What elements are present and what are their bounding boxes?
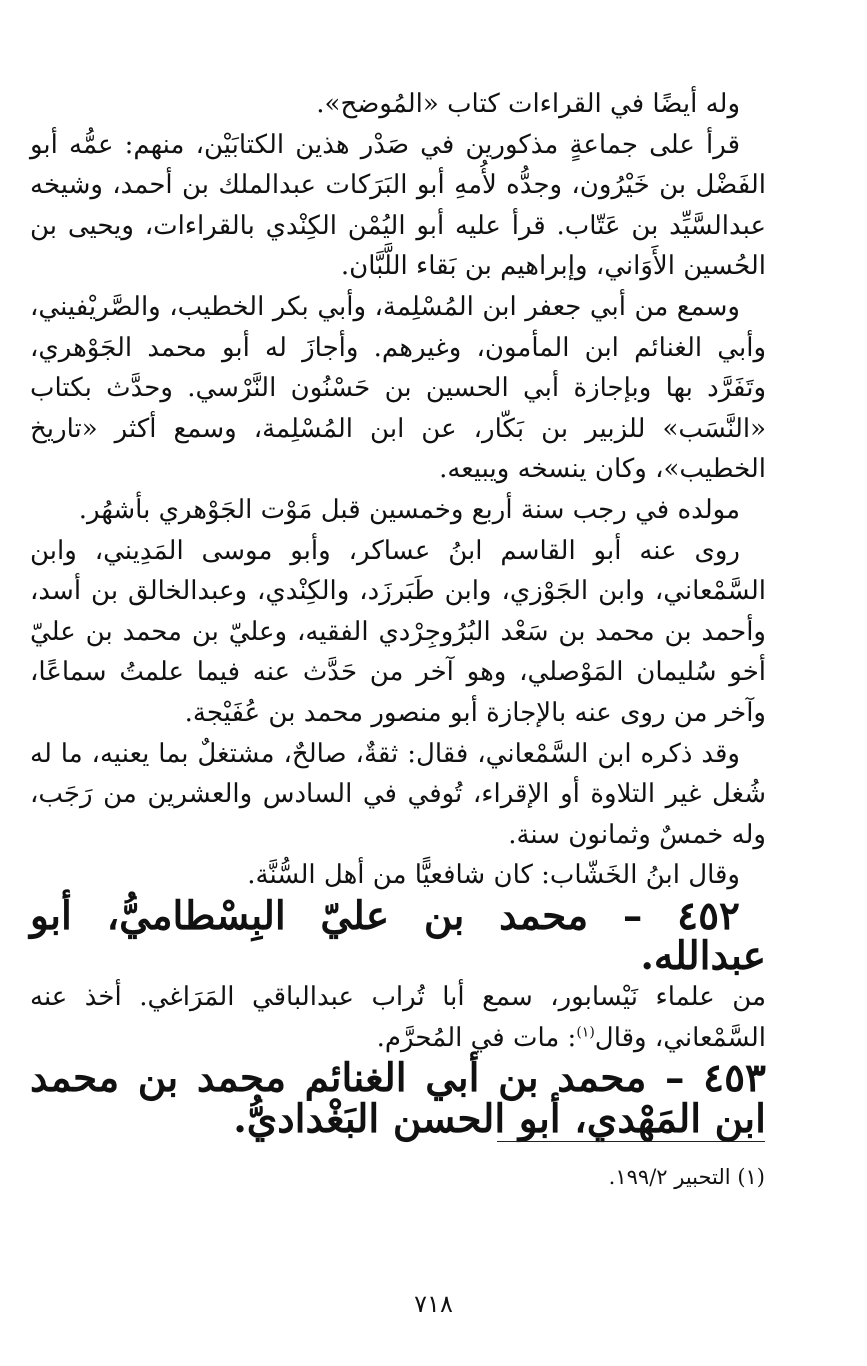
paragraph-hearing: وسمع من أبي جعفر ابن المُسْلِمة، وأبي بكر الخطيب، والصَّريْفيني، وأبي الغنائم ابن المأمون، وغيرهم. وأجازَ له أبو محمد الجَوْهري، وتَفَرَّد بها وبإجازة أبي الحسين بن حَسْنُون النَّرْسي. وحدَّث بكتاب «النَّسَب» للزبير بن بَكّار، عن ابن المُسْلِمة، وسمع أكثر «تاريخ الخطيب»، وكان ينسخه ويبيعه. xyxy=(30,291,766,485)
paragraph-teachers: قرأ على جماعةٍ مذكورين في صَدْر هذين الكتابَيْن، منهم: عمُّه أبو الفَضْل بن خَيْرُون، وجدُّه لأُمهِ أبو البَرَكات عبدالملك بن أحمد، وشيخه عبدالسَّيِّد بن عَتّاب. قرأ عليه أبو اليُمْن الكِنْدي بالقراءات، ويحيى بن الحُسين الأَوَاني، وإبراهيم بن بَقاء اللَّبَّان. xyxy=(30,129,766,282)
entry-name-453: محمد بن أبي الغنائم محمد بن محمد ابن المَهْدي، أبو الحسن البَغْداديُّ. xyxy=(30,1055,766,1142)
footnote-divider xyxy=(497,1141,765,1142)
paragraph-mudih: وله أيضًا في القراءات كتاب «المُوضح». xyxy=(316,89,740,119)
page-body xyxy=(30,84,766,1142)
entry-number-452: ٤٥٢ xyxy=(677,892,740,939)
entry-dash: – xyxy=(588,892,678,939)
entry-name-452: محمد بن عليّ البِسْطاميُّ، أبو عبدالله. xyxy=(30,892,766,980)
entry-body-452-text: من علماء نَيْسابور، سمع أبا تُراب عبدالباقي المَرَاغي. أخذ عنه السَّمْعاني، وقال xyxy=(30,982,766,1053)
footnote xyxy=(609,1162,765,1192)
paragraph-samani-assessment: وقد ذكره ابن السَّمْعاني، فقال: ثقةٌ، صالحٌ، مشتغلٌ بما يعنيه، ما له شُغل غير التلاوة أو الإقراء، تُوفي في السادس والعشرين من رَجَب، وله خمسٌ وثمانون سنة. xyxy=(30,738,766,850)
footnote-text: التحبير ١٩٩/٢. xyxy=(608,1165,731,1189)
entry-dash: – xyxy=(646,1055,704,1102)
entry-body-452-tail: : مات في المُحرَّم. xyxy=(376,1022,577,1053)
entry-number-453: ٤٥٣ xyxy=(703,1055,766,1102)
paragraph-birth: مولده في رجب سنة أربع وخمسين قبل مَوْت الجَوْهري بأشهُر. xyxy=(78,494,740,525)
entry-body-452 xyxy=(30,977,766,1058)
footnote-reference[interactable]: (١) xyxy=(576,1024,595,1040)
page-number: ٧١٨ xyxy=(414,1290,453,1318)
footnote-marker: (١) xyxy=(737,1165,765,1189)
entry-heading-452 xyxy=(30,892,766,980)
paragraph-ibn-khashshab: وقال ابنُ الخَشّاب: كان شافعيًّا من أهل السُّنَّة. xyxy=(247,860,740,891)
paragraph-narrators: روى عنه أبو القاسم ابنُ عساكر، وأبو موسى المَدِيني، وابن السَّمْعاني، وابن الجَوْزي، وابن طَبَرزَد، والكِنْدي، وعبدالخالق بن أسد، وأحمد بن محمد بن سَعْد البُرُوجِرْدي الفقيه، وعليّ بن محمد بن عليّ أخو سُليمان المَوْصلي، وهو آخر من حَدَّث عنه فيما علمتُ سماعًا، وآخر من روى عنه بالإجازة أبو منصور محمد بن عُفَيْجة. xyxy=(30,535,766,728)
entry-heading-453 xyxy=(30,1055,766,1142)
